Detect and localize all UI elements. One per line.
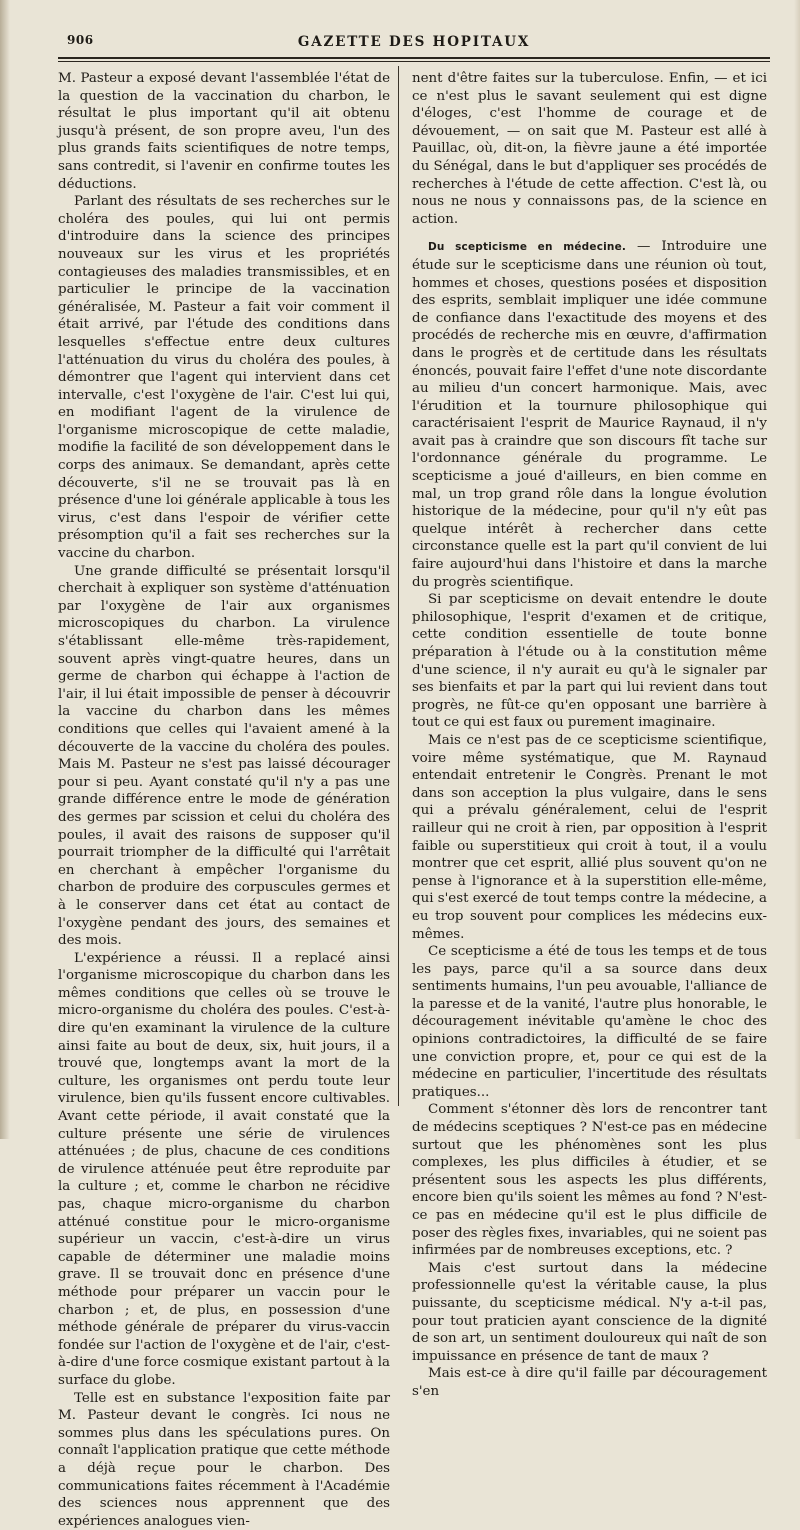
- right-column: [412, 70, 767, 1401]
- paragraph: Ce scepticisme a été de tous les temps et de tous les pays, parce qu'il a sa source dans deux sentiments humains, l'un peu avouable, l'alliance de la paresse et de la vanité, l'autre plus honorable, le découragement inévitable qu'amène le choc des opinions contradictoires, la difficulté de se faire une conviction propre, et, pour ce qui est de la médecine en particulier, l'incertitude des résultats pratiques...: [412, 944, 767, 1100]
- paragraph: Parlant des résultats de ses recherches sur le choléra des poules, qui lui ont permis d'introduire dans la science des principes nouveaux sur les virus et les propriétés contagieuses des maladies transmissibles, et en particulier le principe de la vaccination généralisée, M. Pasteur a fait voir comment il était arrivé, par l'étude des conditions dans lesquelles s'effectue entre deux cultures l'atténuation du virus du choléra des poules, à démontrer que l'agent qui intervient dans cet intervalle, c'est l'oxygène de l'air. C'est lui qui, en modifiant l'agent de la virulence de l'organisme microscopique de cette maladie, modifie la facilité de son développement dans le corps des animaux. Se demandant, après cette découverte, s'il ne se trouvait pas là en présence d'une loi générale applicable à tous les virus, c'est dans l'espoir de vérifier cette présomption qu'il a fait ses recherches sur la vaccine du charbon.: [58, 194, 390, 562]
- page-header: [58, 30, 770, 56]
- paragraph: Telle est en substance l'exposition faite par M. Pasteur devant le congrès. Ici nous ne sommes plus dans les spéculations pures. On connaît l'application pratique que cette méthode a déjà reçue pour le charbon. Des communications faites récemment à l'Académie des sciences nous apprennent que des expériences analogues vien-: [58, 1390, 390, 1529]
- section-paragraph: [412, 238, 767, 591]
- page-binding-shadow: [0, 0, 10, 1139]
- continued-paragraph: nent d'être faites sur la tuberculose. Enfin, — et ici ce n'est plus le savant seulement qui est digne d'éloges, c'est l'homme de courage et de dévouement, — on sait que M. Pasteur est allé à Pauillac, où, dit-on, la fièvre jaune a été importée du Sénégal, dans le but d'appliquer ses procédés de recherches à l'étude de cette affection. C'est là, ou nous ne nous y connaissons pas, de la science en action.: [412, 71, 767, 227]
- paragraph: M. Pasteur a exposé devant l'assemblée l'état de la question de la vaccination du charbon, le résultat le plus important qu'il ait obtenu jusqu'à présent, de son propre aveu, l'un des plus grands faits scientifiques de notre temps, sans contredit, si l'avenir en confirme toutes les déductions.: [58, 71, 390, 192]
- section-text: — Introduire une étude sur le scepticisme dans une réunion où tout, hommes et choses, questions posées et disposition des esprits, semblait impliquer une idée commune de confiance dans l'exactitude des moyens et des procédés de recherche mis en œuvre, d'affirmation dans le progrès et de certitude dans les résultats énoncés, pouvait faire l'effet d'une note discordante au milieu d'un concert harmonique. Mais, avec l'érudition et la tournure philosophique qui caractérisaient l'esprit de Maurice Raynaud, il n'y avait pas à craindre que son discours fît tache sur l'ordonnance générale du programme. Le scepticisme a joué d'ailleurs, en bien comme en mal, un trop grand rôle dans la longue évolution historique de la médecine, pour qu'il n'y eût pas quelque intérêt à rechercher dans cette circonstance quelle est la part qu'il convient de lui faire aujourd'hui dans l'histoire et dans la marche du progrès scientifique.: [412, 239, 767, 590]
- header-rule-thin: [58, 61, 770, 62]
- section-heading: Du scepticisme en médecine.: [428, 241, 627, 254]
- paragraph: Mais est-ce à dire qu'il faille par découragement s'en: [412, 1366, 767, 1399]
- column-divider: [398, 66, 399, 1106]
- header-rule-thick: [58, 57, 770, 59]
- paragraph: L'expérience a réussi. Il a replacé ainsi l'organisme microscopique du charbon dans les mêmes conditions que celles où se trouve le micro-organisme du choléra des poules. C'est-à-dire qu'en examinant la virulence de la culture ainsi faite au bout de deux, six, huit jours, il a trouvé que, longtemps avant la mort de la culture, les organismes ont perdu toute leur virulence, bien qu'ils fussent encore cultivables. Avant cette période, il avait constaté que la culture présente une série de virulences atténuées ; de plus, chacune de ces conditions de virulence atténuée peut être reproduite par la culture ; et, comme le charbon ne récidive pas, chaque micro-organisme du charbon atténué constitue pour le micro-organisme supérieur un vaccin, c'est-à-dire un virus capable de déterminer une maladie moins grave. Il se trouvait donc en présence d'une méthode pour préparer un vaccin pour le charbon ; et, de plus, en possession d'une méthode générale de préparer du virus-vaccin fondée sur l'action de l'oxygène et de l'air, c'est-à-dire d'une force cosmique existant partout à la surface du globe.: [58, 950, 390, 1388]
- paragraph: Mais ce n'est pas de ce scepticisme scientifique, voire même systématique, que M. Raynaud entendait entretenir le Congrès. Prenant le mot dans son acception la plus vulgaire, dans le sens qui a prévalu généralement, celui de l'esprit railleur qui ne croit à rien, par opposition à l'esprit faible ou superstitieux qui croit à tout, il a voulu montrer que cet esprit, allié plus souvent qu'on ne pense à l'ignorance et à la superstition elle-même, qui s'est exercé de tout temps contre la médecine, a eu trop souvent pour complices les médecins eux-mêmes.: [412, 732, 767, 942]
- paragraph: Une grande difficulté se présentait lorsqu'il cherchait à expliquer son système d'atténuation par l'oxygène de l'air aux organismes microscopiques du charbon. La virulence s'établissant elle-même très-rapidement, souvent après vingt-quatre heures, dans un germe de charbon qui échappe à l'action de l'air, il lui était impossible de penser à découvrir la vaccine du charbon dans les mêmes conditions que celles qui l'avaient amené à la découverte de la vaccine du choléra des poules. Mais M. Pasteur ne s'est pas laissé décourager pour si peu. Ayant constaté qu'il n'y a pas une grande différence entre le mode de génération des germes par scission et celui du choléra des poules, il avait des raisons de supposer qu'il pourrait triompher de la difficulté qui l'arrêtait en cherchant à empêcher l'organisme du charbon de produire des corpuscules germes et à le conserver dans cet état au contact de l'oxygène pendant des jours, des semaines et des mois.: [58, 563, 390, 949]
- paragraph: Mais c'est surtout dans la médecine professionnelle qu'est la véritable cause, la plus puissante, du scepticisme médical. N'y a-t-il pas, pour tout praticien ayant conscience de la dignité de son art, un sentiment douloureux qui naît de son impuissance en présence de tant de maux ?: [412, 1260, 767, 1364]
- paragraph: Si par scepticisme on devait entendre le doute philosophique, l'esprit d'examen et de critique, cette condition essentielle de toute bonne préparation à l'étude ou à la constitution même d'une science, il n'y aurait eu qu'à le signaler par ses bienfaits et par la part qui lui revient dans tout progrès, ne fût-ce qu'en opposant une barrière à tout ce qui est faux ou purement imaginaire.: [412, 592, 767, 731]
- paragraph: Comment s'étonner dès lors de rencontrer tant de médecins sceptiques ? N'est-ce pas en médecine surtout que les phénomènes sont les plus complexes, les plus difficiles à étudier, et se présentent sous les aspects les plus différents, encore bien qu'ils soient les mêmes au fond ? N'est-ce pas en médecine qu'il est le plus difficile de poser des règles fixes, invariables, qui ne soient pas infirmées par de nombreuses exceptions, etc. ?: [412, 1102, 767, 1259]
- left-column: [58, 70, 390, 1530]
- page-edge: [794, 0, 800, 1139]
- page-number: 906: [67, 33, 94, 47]
- journal-title: GAZETTE DES HOPITAUX: [297, 34, 531, 50]
